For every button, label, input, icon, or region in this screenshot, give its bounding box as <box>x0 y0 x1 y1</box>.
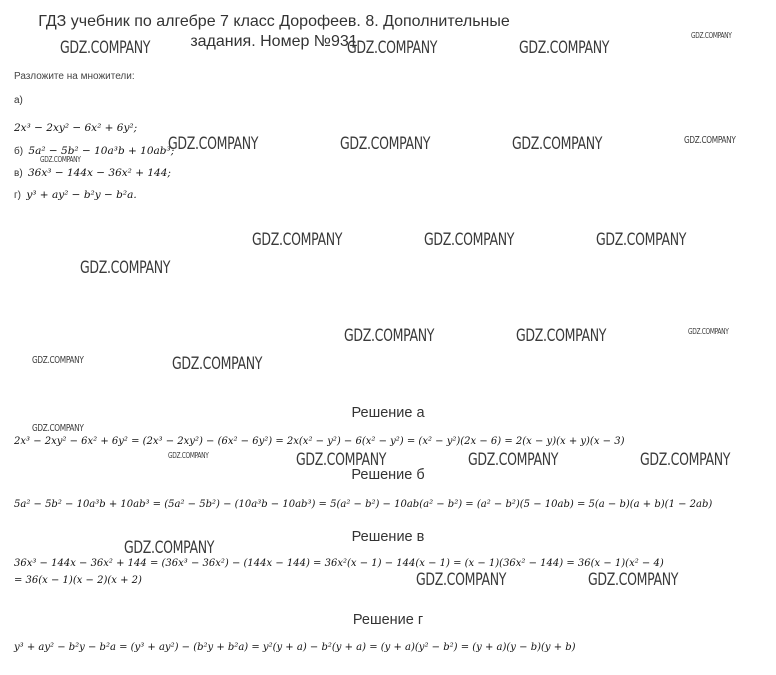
watermark: GDZ.COMPANY <box>512 134 603 154</box>
watermark: GDZ.COMPANY <box>519 38 610 58</box>
solution-v-line2: = 36(x − 1)(x − 2)(x + 2) <box>14 575 142 586</box>
watermark: GDZ.COMPANY <box>80 258 171 278</box>
solution-v-line1: 36x³ − 144x − 36x² + 144 = (36x³ − 36x²) − (144x − 144) = 36x²(x − 1) − 144(x − 1) = (x − 1)(36x² − 144) = 36(x − 1)(x² − 4) <box>14 558 664 569</box>
solution-g-title: Решение г <box>352 612 424 628</box>
watermark: GDZ.COMPANY <box>416 570 507 590</box>
watermark: GDZ.COMPANY <box>596 230 687 250</box>
watermark: GDZ.COMPANY <box>640 450 731 470</box>
task-intro: Разложите на множители: <box>14 71 135 82</box>
task-label-v: в) <box>14 168 23 179</box>
task-expr-g: y³ + ay² − b²y − b²a. <box>26 189 137 201</box>
watermark: GDZ.COMPANY <box>684 135 736 146</box>
watermark: GDZ.COMPANY <box>344 326 435 346</box>
task-item-g <box>14 189 137 201</box>
task-item-v <box>14 167 171 179</box>
watermark: GDZ.COMPANY <box>32 423 84 434</box>
task-expr-b: 5a² − 5b² − 10a³b + 10ab³; <box>28 145 175 157</box>
solution-a-title: Решение а <box>351 405 425 421</box>
solution-v-title: Решение в <box>351 529 425 545</box>
task-item-b <box>14 145 174 157</box>
watermark: GDZ.COMPANY <box>688 327 729 336</box>
watermark: GDZ.COMPANY <box>691 31 732 40</box>
watermark: GDZ.COMPANY <box>60 38 151 58</box>
watermark: GDZ.COMPANY <box>424 230 515 250</box>
task-label-a: а) <box>14 95 23 106</box>
watermark: GDZ.COMPANY <box>252 230 343 250</box>
watermark: GDZ.COMPANY <box>32 355 84 366</box>
watermark: GDZ.COMPANY <box>168 134 259 154</box>
watermark: GDZ.COMPANY <box>516 326 607 346</box>
solution-g-line1: y³ + ay² − b²y − b²a = (y³ + ay²) − (b²y + b²a) = y²(y + a) − b²(y + a) = (y + a)(y² − b²) = (y + a)(y − b)(y + b) <box>14 642 576 653</box>
watermark: GDZ.COMPANY <box>124 538 215 558</box>
watermark: GDZ.COMPANY <box>168 451 209 460</box>
watermark: GDZ.COMPANY <box>296 450 387 470</box>
task-label-b: б) <box>14 146 24 157</box>
task-label-g: г) <box>14 190 21 201</box>
solution-b-line1: 5a² − 5b² − 10a³b + 10ab³ = (5a² − 5b²) − (10a³b − 10ab³) = 5(a² − b²) − 10ab(a² − b²) = (a² − b²)(5 − 10ab) = 5(a − b)(a + b)(1 − 2ab) <box>14 499 713 510</box>
solution-a-line1: 2x³ − 2xy² − 6x² + 6y² = (2x³ − 2xy²) − (6x² − 6y²) = 2x(x² − y²) − 6(x² − y²) = (x² − y²)(2x − 6) = 2(x − y)(x + y)(x − 3) <box>14 436 625 447</box>
task-expr-a: 2x³ − 2xy² − 6x² + 6y²; <box>14 122 138 134</box>
watermark: GDZ.COMPANY <box>347 38 438 58</box>
solution-b-title: Решение б <box>351 467 425 483</box>
task-expr-v: 36x³ − 144x − 36x² + 144; <box>28 167 171 179</box>
watermark: GDZ.COMPANY <box>468 450 559 470</box>
page-title: ГДЗ учебник по алгебре 7 класс Дорофеев. 8. Дополнительные задания. Номер №931 <box>38 13 510 50</box>
watermark: GDZ.COMPANY <box>40 155 81 164</box>
watermark: GDZ.COMPANY <box>172 354 263 374</box>
watermark: GDZ.COMPANY <box>588 570 679 590</box>
watermark: GDZ.COMPANY <box>340 134 431 154</box>
